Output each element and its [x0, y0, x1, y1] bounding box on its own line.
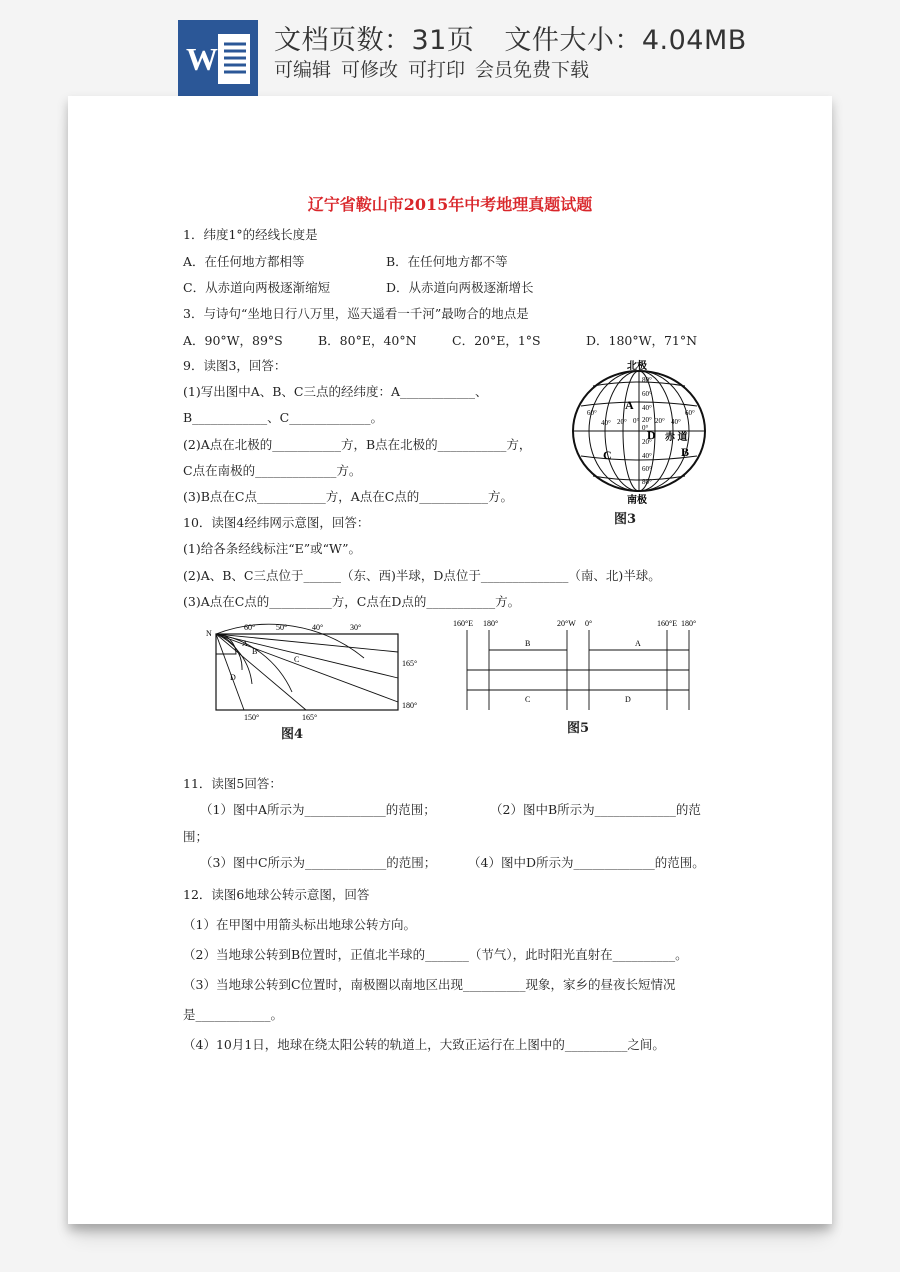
fig4-top-60: 60° — [244, 623, 256, 632]
q10-part3: (3)A点在C点的__________方，C点在D点的___________方。 — [183, 594, 521, 609]
fig5-label-0: 0° — [585, 619, 593, 628]
figure-5-ranges — [453, 616, 713, 712]
doc-info-line — [274, 18, 777, 57]
globe-north-label: 北极 — [627, 361, 647, 372]
file-size: 文件大小：4.04MB — [504, 25, 747, 56]
q12-part4: （4）10月1日，地球在绕太阳公转的轨道上，大致正运行在上图中的__________之间。 — [183, 1037, 665, 1052]
globe-equator-label: 赤 道 — [665, 432, 688, 443]
question-11: 11．读图5回答： — [183, 776, 282, 791]
download-banner — [0, 0, 900, 96]
q12-part3-line2: 是____________。 — [183, 1007, 284, 1022]
fig4-bottom-150: 150° — [244, 713, 260, 722]
fig5-range-c: C — [525, 695, 531, 704]
q12-part3-line1: （3）当地球公转到C位置时，南极圈以南地区出现__________现象，家乡的昼夜长短情况 — [183, 977, 676, 992]
question-9: 9．读图3，回答： — [183, 358, 287, 373]
feature-printable: 可打印 — [408, 59, 466, 81]
figure-3-caption: 图3 — [614, 512, 637, 527]
feature-line — [274, 55, 599, 82]
fig4-top-50: 50° — [276, 623, 288, 632]
figure-5-caption: 图5 — [567, 721, 590, 736]
globe-point-d: D — [647, 428, 656, 442]
q9-part2-line2: C点在南极的_____________方。 — [183, 463, 362, 478]
fig4-bottom-165: 165° — [302, 713, 318, 722]
globe-lon-40w: 40° — [601, 419, 611, 427]
globe-lon-60e: 60° — [685, 409, 695, 417]
page-count: 文档页数：31页 — [274, 25, 475, 56]
globe-lon-0: 0° — [633, 417, 640, 425]
globe-lat-80n: 80° — [642, 376, 652, 384]
q9-part1-line2: B____________、C_____________。 — [183, 410, 384, 425]
fig4-top-40: 40° — [312, 623, 324, 632]
globe-lon-20w: 20° — [617, 418, 627, 426]
globe-south-label: 南极 — [627, 495, 647, 504]
globe-lat-0: 0° — [642, 424, 649, 432]
globe-lon-60w: 60° — [587, 409, 597, 417]
globe-lat-40s: 40° — [642, 452, 652, 460]
q9-part2-line1: (2)A点在北极的___________方，B点在北极的___________方， — [183, 437, 532, 452]
fig5-label-160e-left: 160°E — [453, 619, 474, 628]
q10-part1: (1)给各条经线标注“E”或“W”。 — [183, 541, 361, 556]
document-content — [68, 96, 832, 1224]
q3-option-d: D．180°W，71°N — [586, 333, 698, 348]
question-10: 10．读图4经纬网示意图，回答： — [183, 515, 370, 530]
globe-lat-60s: 60° — [642, 465, 652, 473]
question-1: 1．纬度1°的经线长度是 — [183, 227, 318, 242]
question-12: 12．读图6地球公转示意图，回答 — [183, 887, 370, 902]
figure-4-caption: 图4 — [281, 727, 304, 742]
q9-part1-line1: (1)写出图中A、B、C三点的经纬度：A____________、 — [183, 384, 488, 399]
fig4-point-b: B — [252, 647, 258, 656]
q11-part4: （4）图中D所示为_____________的范围。 — [468, 855, 705, 870]
globe-point-c: C — [603, 448, 612, 462]
globe-lat-20n: 20° — [642, 416, 652, 424]
fig5-label-160e-right: 160°E — [657, 619, 678, 628]
fig4-right-180: 180° — [402, 701, 418, 710]
globe-lat-20s: 20° — [642, 438, 652, 446]
q11-part2-line1: （2）图中B所示为_____________的范 — [490, 802, 701, 817]
q12-part2: （2）当地球公转到B位置时，正值北半球的_______（节气），此时阳光直射在__________。 — [183, 947, 688, 962]
globe-lon-20e: 20° — [655, 417, 665, 425]
globe-point-b: B — [681, 445, 690, 459]
fig5-range-b: B — [525, 639, 531, 648]
q1-option-c: C．从赤道向两极逐渐缩短 — [183, 280, 331, 295]
fig4-point-d: D — [230, 673, 236, 682]
q10-part2: (2)A、B、C三点位于______（东、西)半球，D点位于______________（南、北)半球。 — [183, 568, 661, 583]
fig4-point-a: A — [242, 639, 248, 648]
fig5-label-20w: 20°W — [557, 619, 576, 628]
q12-part1: （1）在甲图中用箭头标出地球公转方向。 — [183, 917, 416, 932]
document-title: 辽宁省鞍山市2015年中考地理真题试题 — [307, 195, 593, 214]
q3-option-a: A．90°W，89°S — [183, 333, 283, 348]
q3-option-c: C．20°E，1°S — [452, 333, 541, 348]
globe-lon-40e: 40° — [671, 418, 681, 426]
globe-point-a: A — [625, 398, 634, 412]
fig5-range-a: A — [635, 639, 641, 648]
feature-modifiable: 可修改 — [341, 59, 399, 81]
q3-option-b: B．80°E，40°N — [318, 333, 417, 348]
fig4-point-c: C — [294, 655, 300, 664]
q11-part3: （3）图中C所示为_____________的范围； — [200, 855, 437, 870]
fig5-label-180-right: 180° — [681, 619, 697, 628]
fig5-range-d: D — [625, 695, 631, 704]
globe-lat-80s: 80° — [642, 478, 652, 486]
q9-part3: (3)B点在C点___________方，A点在C点的___________方。 — [183, 489, 514, 504]
document-page — [68, 96, 832, 1224]
feature-editable: 可编辑 — [274, 59, 332, 81]
globe-lat-40n: 40° — [642, 404, 652, 412]
q1-option-a: A．在任何地方都相等 — [183, 254, 305, 269]
word-document-icon — [178, 20, 258, 96]
q1-option-d: D．从赤道向两极逐渐增长 — [386, 280, 534, 295]
q11-part1: （1）图中A所示为_____________的范围； — [200, 802, 436, 817]
question-3: 3．与诗句“坐地日行八万里，巡天遥看一千河”最吻合的地点是 — [183, 306, 529, 321]
feature-member-download: 会员免费下载 — [475, 59, 590, 81]
figure-4-graticule — [204, 622, 440, 722]
q1-option-b: B．在任何地方都不等 — [386, 254, 508, 269]
svg-text:W: W — [186, 41, 218, 77]
fig5-label-180-left: 180° — [483, 619, 499, 628]
globe-lat-60n: 60° — [642, 390, 652, 398]
q11-part2-line2: 围； — [183, 829, 209, 844]
fig4-top-30: 30° — [350, 623, 362, 632]
figure-3-globe — [565, 358, 713, 504]
fig4-n-label: N — [206, 629, 212, 638]
fig4-right-165: 165° — [402, 659, 418, 668]
